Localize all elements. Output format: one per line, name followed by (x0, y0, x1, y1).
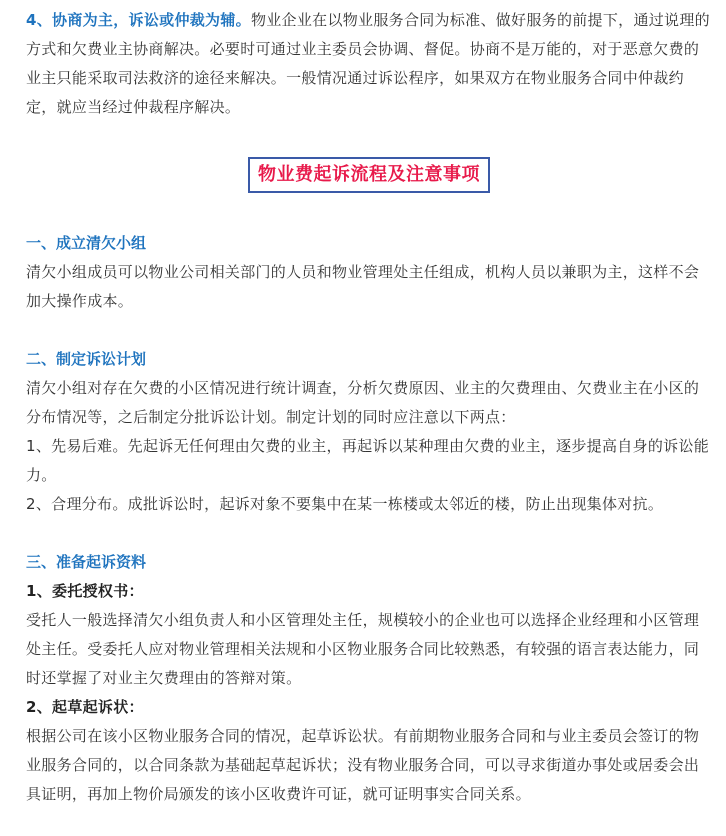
intro-paragraph (26, 6, 712, 122)
section-paragraph: 清欠小组对存在欠费的小区情况进行统计调查，分析欠费原因、业主的欠费理由、欠费业主在小区的分布情况等，之后制定分批诉讼计划。制定计划的同时应注意以下两点： (26, 379, 700, 426)
section-heading: 三、准备起诉资料 (26, 553, 147, 571)
section-paragraph: 受托人一般选择清欠小组负责人和小区管理处主任，规模较小的企业也可以选择企业经理和小区管理处主任。受委托人应对物业管理相关法规和小区物业服务合同比较熟悉，有较强的语言表达能力，同时还掌握了对业主欠费理由的答辩对策。 (26, 611, 700, 687)
article-title: 物业费起诉流程及注意事项 (248, 157, 490, 193)
sub-heading-complaint: 2、起草起诉状： (26, 698, 144, 716)
section-paragraph: 1、先易后难。先起诉无任何理由欠费的业主，再起诉以某种理由欠费的业主，逐步提高自身的诉讼能力。 (26, 437, 710, 484)
section-3 (26, 548, 712, 809)
section-heading: 一、成立清欠小组 (26, 234, 147, 252)
intro-lead: 4、协商为主，诉讼或仲裁为辅。 (26, 11, 251, 29)
article (0, 6, 726, 836)
section-paragraph: 根据公司在该小区物业服务合同的情况，起草诉讼状。有前期物业服务合同和与业主委员会签订的物业服务合同的，以合同条款为基础起草起诉状；没有物业服务合同，可以寻求街道办事处或居委会出具证明，再加上物价局颁发的该小区收费许可证，就可证明事实合同关系。 (26, 727, 700, 803)
title-wrap (26, 157, 712, 193)
sub-heading-power-of-attorney: 1、委托授权书： (26, 582, 144, 600)
intro-text: 物业企业在以物业服务合同为标准、做好服务的前提下，通过说理的方式和欠费业主协商解决。必要时可通过业主委员会协调、督促。协商不是万能的，对于恶意欠费的业主只能采取司法救济的途径来解决。一般情况通过诉讼程序，如果双方在物业服务合同中仲裁约定，就应当经过仲裁程序解决。 (26, 11, 710, 116)
section-1 (26, 229, 712, 316)
section-paragraph: 清欠小组成员可以物业公司相关部门的人员和物业管理处主任组成，机构人员以兼职为主，这样不会加大操作成本。 (26, 263, 700, 310)
section-paragraph: 2、合理分布。成批诉讼时，起诉对象不要集中在某一栋楼或太邻近的楼，防止出现集体对抗。 (26, 495, 664, 513)
section-2 (26, 345, 712, 519)
section-heading: 二、制定诉讼计划 (26, 350, 147, 368)
